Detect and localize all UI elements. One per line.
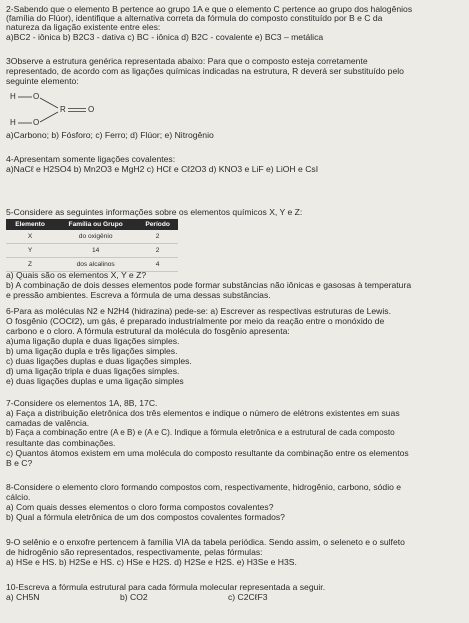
elements-table	[6, 219, 178, 272]
table-cell: Y	[6, 244, 54, 258]
q10-item-a: a) CH5N	[6, 592, 40, 602]
q4-options: a)NaCℓ e H2SO4 b) Mn2O3 e MgH2 c) HCℓ e Cℓ2O3 d) KNO3 e LiF e) LiOH e CsI	[6, 164, 319, 174]
q4-line-1: 4-Apresentam somente ligações covalentes:	[6, 154, 176, 164]
q7-line-2: a) Faça a distribuição eletrônica dos três elementos e indique o número de elétrons existentes em suas	[6, 408, 400, 418]
q5-part-b-2: e pressão ambientes. Escreva a fórmula de uma dessas substâncias.	[6, 290, 271, 300]
q10-item-c: c) C2CℓF3	[228, 592, 268, 602]
table-header: Período	[137, 219, 178, 230]
atom-r: R	[60, 105, 66, 114]
q5-part-a: a) Quais são os elementos X, Y e Z?	[6, 270, 147, 280]
table-cell: X	[6, 230, 54, 244]
table-cell: 2	[137, 230, 178, 244]
table-header: Elemento	[6, 219, 54, 230]
q10-line-1: 10-Escreva a fórmula estrutural para cada fórmula molecular representada a seguir.	[6, 582, 326, 592]
q9-options: a) HSe e HS. b) H2Se e HS. c) HSe e H2S. d) H2Se e H2S. e) H3Se e H3S.	[6, 557, 297, 567]
q9-line-1: 9-O selênio e o enxofre pertencem à família VIA da tabela periódica. Sendo assim, o seleneto e o sulfeto	[6, 537, 405, 547]
table-cell: do oxigênio	[54, 230, 137, 244]
table-row	[6, 230, 178, 244]
table-cell: Z	[6, 258, 54, 272]
table-cell: 2	[137, 244, 178, 258]
atom-h-bottom: H	[10, 118, 16, 127]
q9-line-2: de hidrogênio são representados, respectivamente, pelas fórmulas:	[6, 547, 263, 557]
q3-line-2: representado, de acordo com as ligações químicas indicadas na estrutura, R deverá ser substituído pelo	[6, 66, 404, 76]
q6-option-b: b) uma ligação dupla e três ligações simples.	[6, 346, 178, 356]
q6-option-c: c) duas ligações duplas e duas ligações simples.	[6, 356, 192, 366]
q5-line-1: 5-Considere as seguintes informações sobre os elementos químicos X, Y e Z:	[6, 207, 303, 217]
q2-line-3: natureza da ligação existente entre eles:	[6, 22, 161, 32]
atom-h-top: H	[10, 92, 16, 101]
q6-line-3: carbono e o cloro. A fórmula estrutural da molécula do fosgênio apresenta:	[6, 326, 290, 336]
q6-line-1: 6-Para as moléculas N2 e N2H4 (hidrazina) pede-se: a) Escrever as respectivas estruturas de Lewis.	[6, 306, 391, 316]
q7-line-5: resultante das combinações.	[6, 438, 116, 448]
q8-line-4: b) Qual a fórmula eletrônica de um dos compostos covalentes formados?	[6, 512, 285, 522]
q3-line-1: 3Observe a estrutura genérica representada abaixo: Para que o composto esteja corretamente	[6, 56, 368, 66]
q3-options: a)Carbono; b) Fósforo; c) Ferro; d) Flúor; e) Nitrogênio	[6, 130, 214, 140]
q7-line-3: camadas de valência.	[6, 418, 90, 428]
table-cell: 14	[54, 244, 137, 258]
q7-line-1: 7-Considere os elementos 1A, 8B, 17C.	[6, 398, 158, 408]
q3-line-3: seguinte elemento:	[6, 76, 79, 86]
q6-option-d: d) uma ligação tripla e duas ligações simples.	[6, 366, 180, 376]
generic-structure	[10, 92, 120, 128]
q2-line-1: 2-Sabendo que o elemento B pertence ao grupo 1A e que o elemento C pertence ao grupo dos halogênios	[6, 4, 413, 14]
q6-option-e: e) duas ligações duplas e uma ligação simples	[6, 376, 184, 386]
q7-line-6: c) Quantos átomos existem em uma molécula do composto resultante da combinação entre os elementos	[6, 448, 409, 458]
q6-line-2: O fosgênio (COCℓ2), um gás, é preparado industrialmente por meio da reação entre o monóxido de	[6, 316, 385, 326]
q7-line-4: b) Faça a combinação entre (A e B) e (A e C). Indique a fórmula eletrônica e a estrutural de cada composto	[6, 428, 395, 437]
q6-option-a: a)uma ligação dupla e duas ligações simples.	[6, 336, 180, 346]
q5-part-b-1: b) A combinação de dois desses elementos pode formar substâncias não iônicas e gasosas à temperatura	[6, 280, 412, 290]
table-cell: dos alcalinos	[54, 258, 137, 272]
table-cell: 4	[137, 258, 178, 272]
q8-line-3: a) Com quais desses elementos o cloro forma compostos covalentes?	[6, 502, 274, 512]
q10-item-b: b) CO2	[120, 592, 148, 602]
table-header: Família ou Grupo	[54, 219, 137, 230]
q8-line-1: 8-Considere o elemento cloro formando compostos com, respectivamente, hidrogênio, carbono, sódio e	[6, 482, 402, 492]
table-row	[6, 244, 178, 258]
q2-line-2: (família do Flúor), identifique a alternativa correta da fórmula do composto constituído por B e C da	[6, 13, 383, 23]
atom-o-top: O	[33, 92, 40, 101]
atom-o-double: O	[88, 105, 95, 114]
q2-options: a)BC2 - iônica b) B2C3 - dativa c) BC - iônica d) B2C - covalente e) BC3 – metálica	[6, 32, 324, 42]
q7-line-7: B e C?	[6, 458, 33, 468]
atom-o-bottom: O	[33, 118, 40, 127]
q8-line-2: cálcio.	[6, 492, 31, 502]
